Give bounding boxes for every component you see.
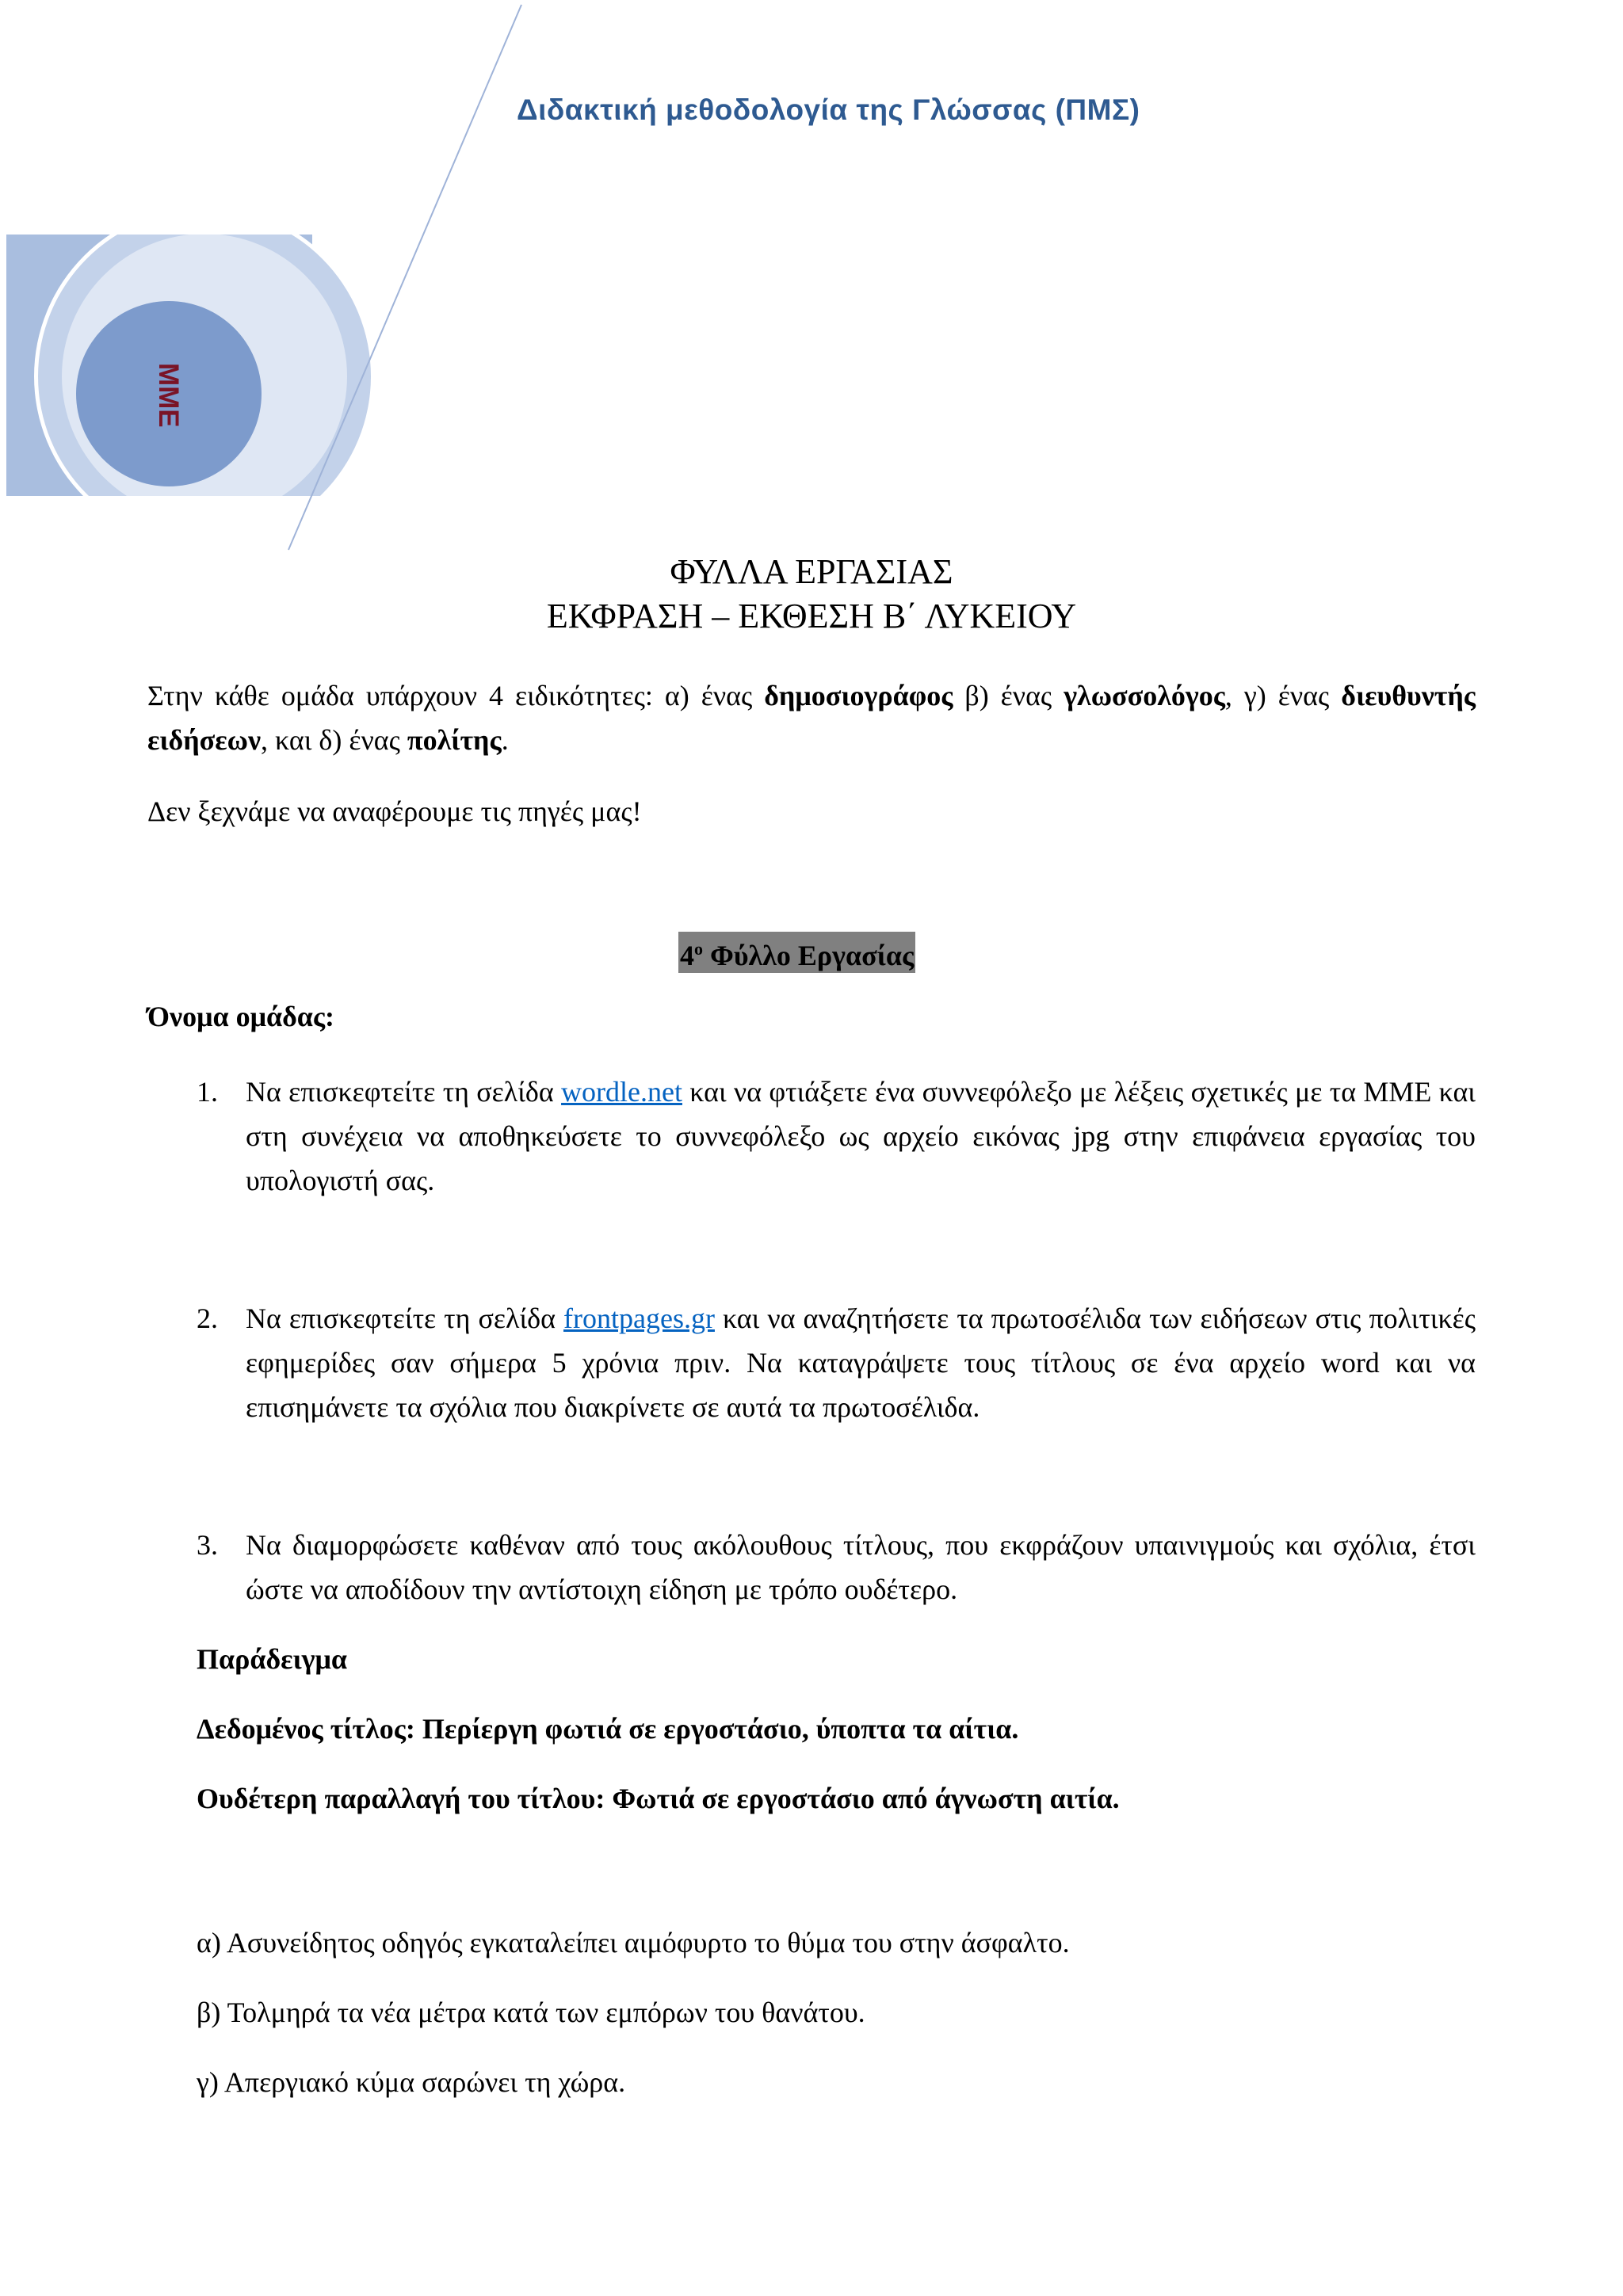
course-header-title: Διδακτική μεθοδολογία της Γλώσσας (ΠΜΣ) — [517, 93, 1140, 126]
headline-b: β) Τολμηρά τα νέα μέτρα κατά των εμπόρων του θανάτου. — [197, 1997, 865, 2028]
intro-paragraph: Στην κάθε ομάδα υπάρχουν 4 ειδικότητες: α) ένας δημοσιογράφος β) ένας γλωσσολόγος, γ) ένας διευθυντής ειδήσεων, και δ) ένας πολίτης. — [147, 680, 1476, 756]
sources-note: Δεν ξεχνάμε να αναφέρουμε τις πηγές μας! — [147, 795, 642, 827]
example-given-title: Δεδομένος τίτλος: Περίεργη φωτιά σε εργοστάσιο, ύποπτα τα αίτια. — [197, 1713, 1019, 1745]
worksheet-title: $4^o$ Φύλλο Εργασίας — [678, 932, 915, 973]
headline-a: α) Ασυνείδητος οδηγός εγκαταλείπει αιμόφυρτο το θύμα του στην άσφαλτο. — [197, 1927, 1070, 1958]
list-item-2: 2. Να επισκεφτείτε τη σελίδα frontpages.gr και να αναζητήσετε τα πρωτοσέλιδα των ειδήσεων στις πολιτικές εφημερίδες σαν σήμερα 5 χρόνια πριν. Να καταγράψετε τους τίτλους σε ένα αρχείο word και να επισημάνετε τα σχόλια που διακρίνετε σε αυτά τα πρωτοσέλιδα. — [197, 1302, 1476, 1423]
role-linguist: γλωσσολόγος — [1064, 680, 1225, 711]
headline-c: γ) Απεργιακό κύμα σαρώνει τη χώρα. — [197, 2066, 626, 2098]
header-decoration — [0, 0, 1623, 570]
list-item-3: 3. Να διαμορφώσετε καθέναν από τους ακόλουθους τίτλους, που εκφράζουν υπαινιγμούς και σχόλια, έτσι ώστε να αποδίδουν την αντίστοιχη είδηση με τρόπο ουδέτερο. — [197, 1529, 1476, 1605]
document-title-line1: ΦΥΛΛΑ ΕΡΓΑΣΙΑΣ — [670, 552, 953, 591]
frontpages-link[interactable]: frontpages.gr — [563, 1302, 715, 1334]
document-title-line2: ΕΚΦΡΑΣΗ – ΕΚΘΕΣΗ Β΄ ΛΥΚΕΙΟΥ — [546, 597, 1077, 635]
group-name-label: Όνομα ομάδας: — [147, 1001, 335, 1032]
role-journalist: δημοσιογράφος — [764, 680, 953, 711]
role-citizen: πολίτης — [407, 724, 502, 756]
logo-mme-text: ΜΜΕ — [153, 363, 184, 428]
wordle-link[interactable]: wordle.net — [561, 1076, 682, 1108]
example-neutral-title: Ουδέτερη παραλλαγή του τίτλου: Φωτιά σε εργοστάσιο από άγνωστη αιτία. — [197, 1783, 1120, 1814]
role-news-director: διευθυντής ειδήσεων — [147, 680, 1476, 756]
list-item-1: 1. Να επισκεφτείτε τη σελίδα wordle.net και να φτιάξετε ένα συννεφόλεξο με λέξεις σχετικές με τα ΜΜΕ και στη συνέχεια να αποθηκεύσετε το συννεφόλεξο ως αρχείο εικόνας jpg στην επιφάνεια εργασίας του υπολογιστή σας. — [197, 1076, 1476, 1196]
example-heading: Παράδειγμα — [197, 1643, 348, 1675]
